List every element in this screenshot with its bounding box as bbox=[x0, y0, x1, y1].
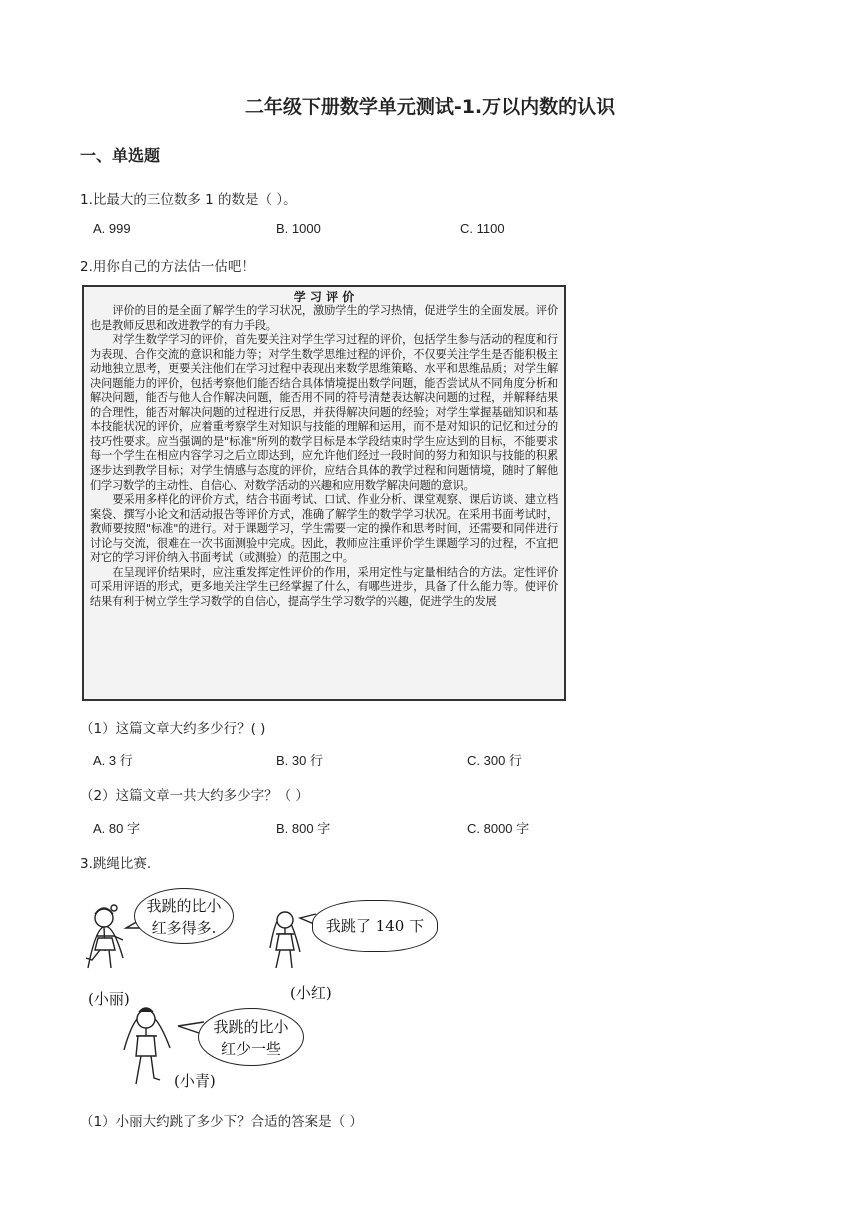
xiaoqing-speech-text: 我跳的比小红少一些 bbox=[213, 1018, 289, 1058]
q2-sub2-option-a[interactable]: A. 80 字 bbox=[93, 821, 140, 836]
xiaoqing-speech-bubble bbox=[198, 1008, 304, 1066]
q2-sub1-text: （1）这篇文章大约多少行？( ) bbox=[80, 721, 266, 737]
q2-sub1-option-c[interactable]: C. 300 行 bbox=[467, 753, 522, 768]
q2-sub1-option-a[interactable]: A. 3 行 bbox=[93, 753, 133, 768]
xiaoli-figure-icon bbox=[86, 905, 123, 968]
q2-sub1-option-b[interactable]: B. 30 行 bbox=[276, 753, 323, 768]
xiaohong-name-label: (小红) bbox=[290, 984, 332, 1002]
xiaoqing-figure-icon bbox=[124, 1008, 170, 1084]
article-body bbox=[90, 304, 558, 609]
article-paragraph: 要采用多样化的评价方式，结合书面考试、口试、作业分析、课堂观察、课后访谈、建立档案袋、撰写小论文和活动报告等评价方式，准确了解学生的数学学习状况。在采用书面考试时，教师要按照"标准"的进行。对于课题学习，学生需要一定的操作和思考时间，还需要和同伴进行讨论与交流，很难在一次书面测验中完成。因此，教师应注重评价学生课题学习的过程，不宜把对它的学习评价纳入书面考试（或测验）的范围之中。 bbox=[90, 493, 558, 565]
xiaohong-speech-bubble bbox=[312, 900, 438, 952]
section-heading: 一、单选题 bbox=[80, 146, 161, 165]
q1-option-a[interactable]: A. 999 bbox=[93, 221, 131, 236]
xiaoli-speech-text: 我跳的比小红多得多. bbox=[146, 897, 222, 937]
question-2-text: 2.用你自己的方法估一估吧！ bbox=[80, 259, 255, 275]
q2-sub2-option-b[interactable]: B. 800 字 bbox=[276, 821, 331, 836]
article-paragraph: 对学生数学学习的评价，首先要关注对学生学习过程的评价，包括学生参与活动的程度和行为表现、合作交流的意识和能力等；对学生数学思维过程的评价，不仅要关注学生是否能积极主动地独立思考，更要关注他们在学习过程中表现出来数学思维策略、水平和思维品质；对学生解决问题能力的评价，包括考察他们能否结合具体情境提出数学问题，能否尝试从不同角度分析和解决问题，能否与他人合作解决问题，能否用不同的符号清楚表达解决问题的过程，并解释结果的合理性，能否对解决问题的过程进行反思，并获得解决问题的经验；对学生掌握基础知识和基本技能状况的评价，应着重考察学生对知识与技能的理解和运用，而不是对知识的记忆和过分的技巧性要求。应当强调的是"标准"所列的数学目标是本学段结束时学生应达到的目标，不能要求每一个学生在相应内容学习之后立即达到，应允许他们经过一段时间的努力和知识与技能的积累逐步达到教学目标；对学生情感与态度的评价，应结合具体的教学过程和问题情境，随时了解他们学习数学的主动性、自信心、对数学活动的兴趣和应用数学解决问题的意识。 bbox=[90, 333, 558, 492]
q2-sub2-option-c[interactable]: C. 8000 字 bbox=[467, 821, 530, 836]
article-scan-image bbox=[82, 285, 566, 701]
article-title: 学 习 评 价 bbox=[293, 290, 355, 304]
q1-option-b[interactable]: B. 1000 bbox=[276, 221, 321, 236]
xiaohong-speech-text: 我跳了 140 下 bbox=[325, 917, 425, 935]
article-paragraph: 在呈现评价结果时，应注重发挥定性评价的作用，采用定性与定量相结合的方法。定性评价可采用评语的形式，更多地关注学生已经掌握了什么，有哪些进步，具备了什么能力等。使评价结果有利于树立学生学习数学的自信心，提高学生学习数学的兴趣，促进学生的发展 bbox=[90, 565, 558, 608]
q2-sub2-text: （2）这篇文章一共大约多少字？（ ） bbox=[80, 788, 309, 804]
xiaoli-speech-bubble bbox=[134, 888, 234, 944]
xiaoqing-name-label: (小青) bbox=[174, 1072, 216, 1090]
question-1-text: 1.比最大的三位数多 1 的数是（ ）。 bbox=[80, 192, 297, 208]
question-3-text: 3.跳绳比赛. bbox=[80, 856, 152, 872]
article-paragraph: 评价的目的是全面了解学生的学习状况，激励学生的学习热情，促进学生的全面发展。评价也是教师反思和改进教学的有力手段。 bbox=[90, 304, 558, 332]
xiaohong-figure-icon bbox=[270, 912, 300, 968]
q3-sub1-text: （1）小丽大约跳了多少下？合适的答案是（ ） bbox=[80, 1114, 363, 1130]
q1-option-c[interactable]: C. 1100 bbox=[460, 221, 505, 236]
xiaoli-name-label: (小丽) bbox=[88, 990, 130, 1008]
page-title: 二年级下册数学单元测试-1.万以内数的认识 bbox=[244, 96, 616, 118]
